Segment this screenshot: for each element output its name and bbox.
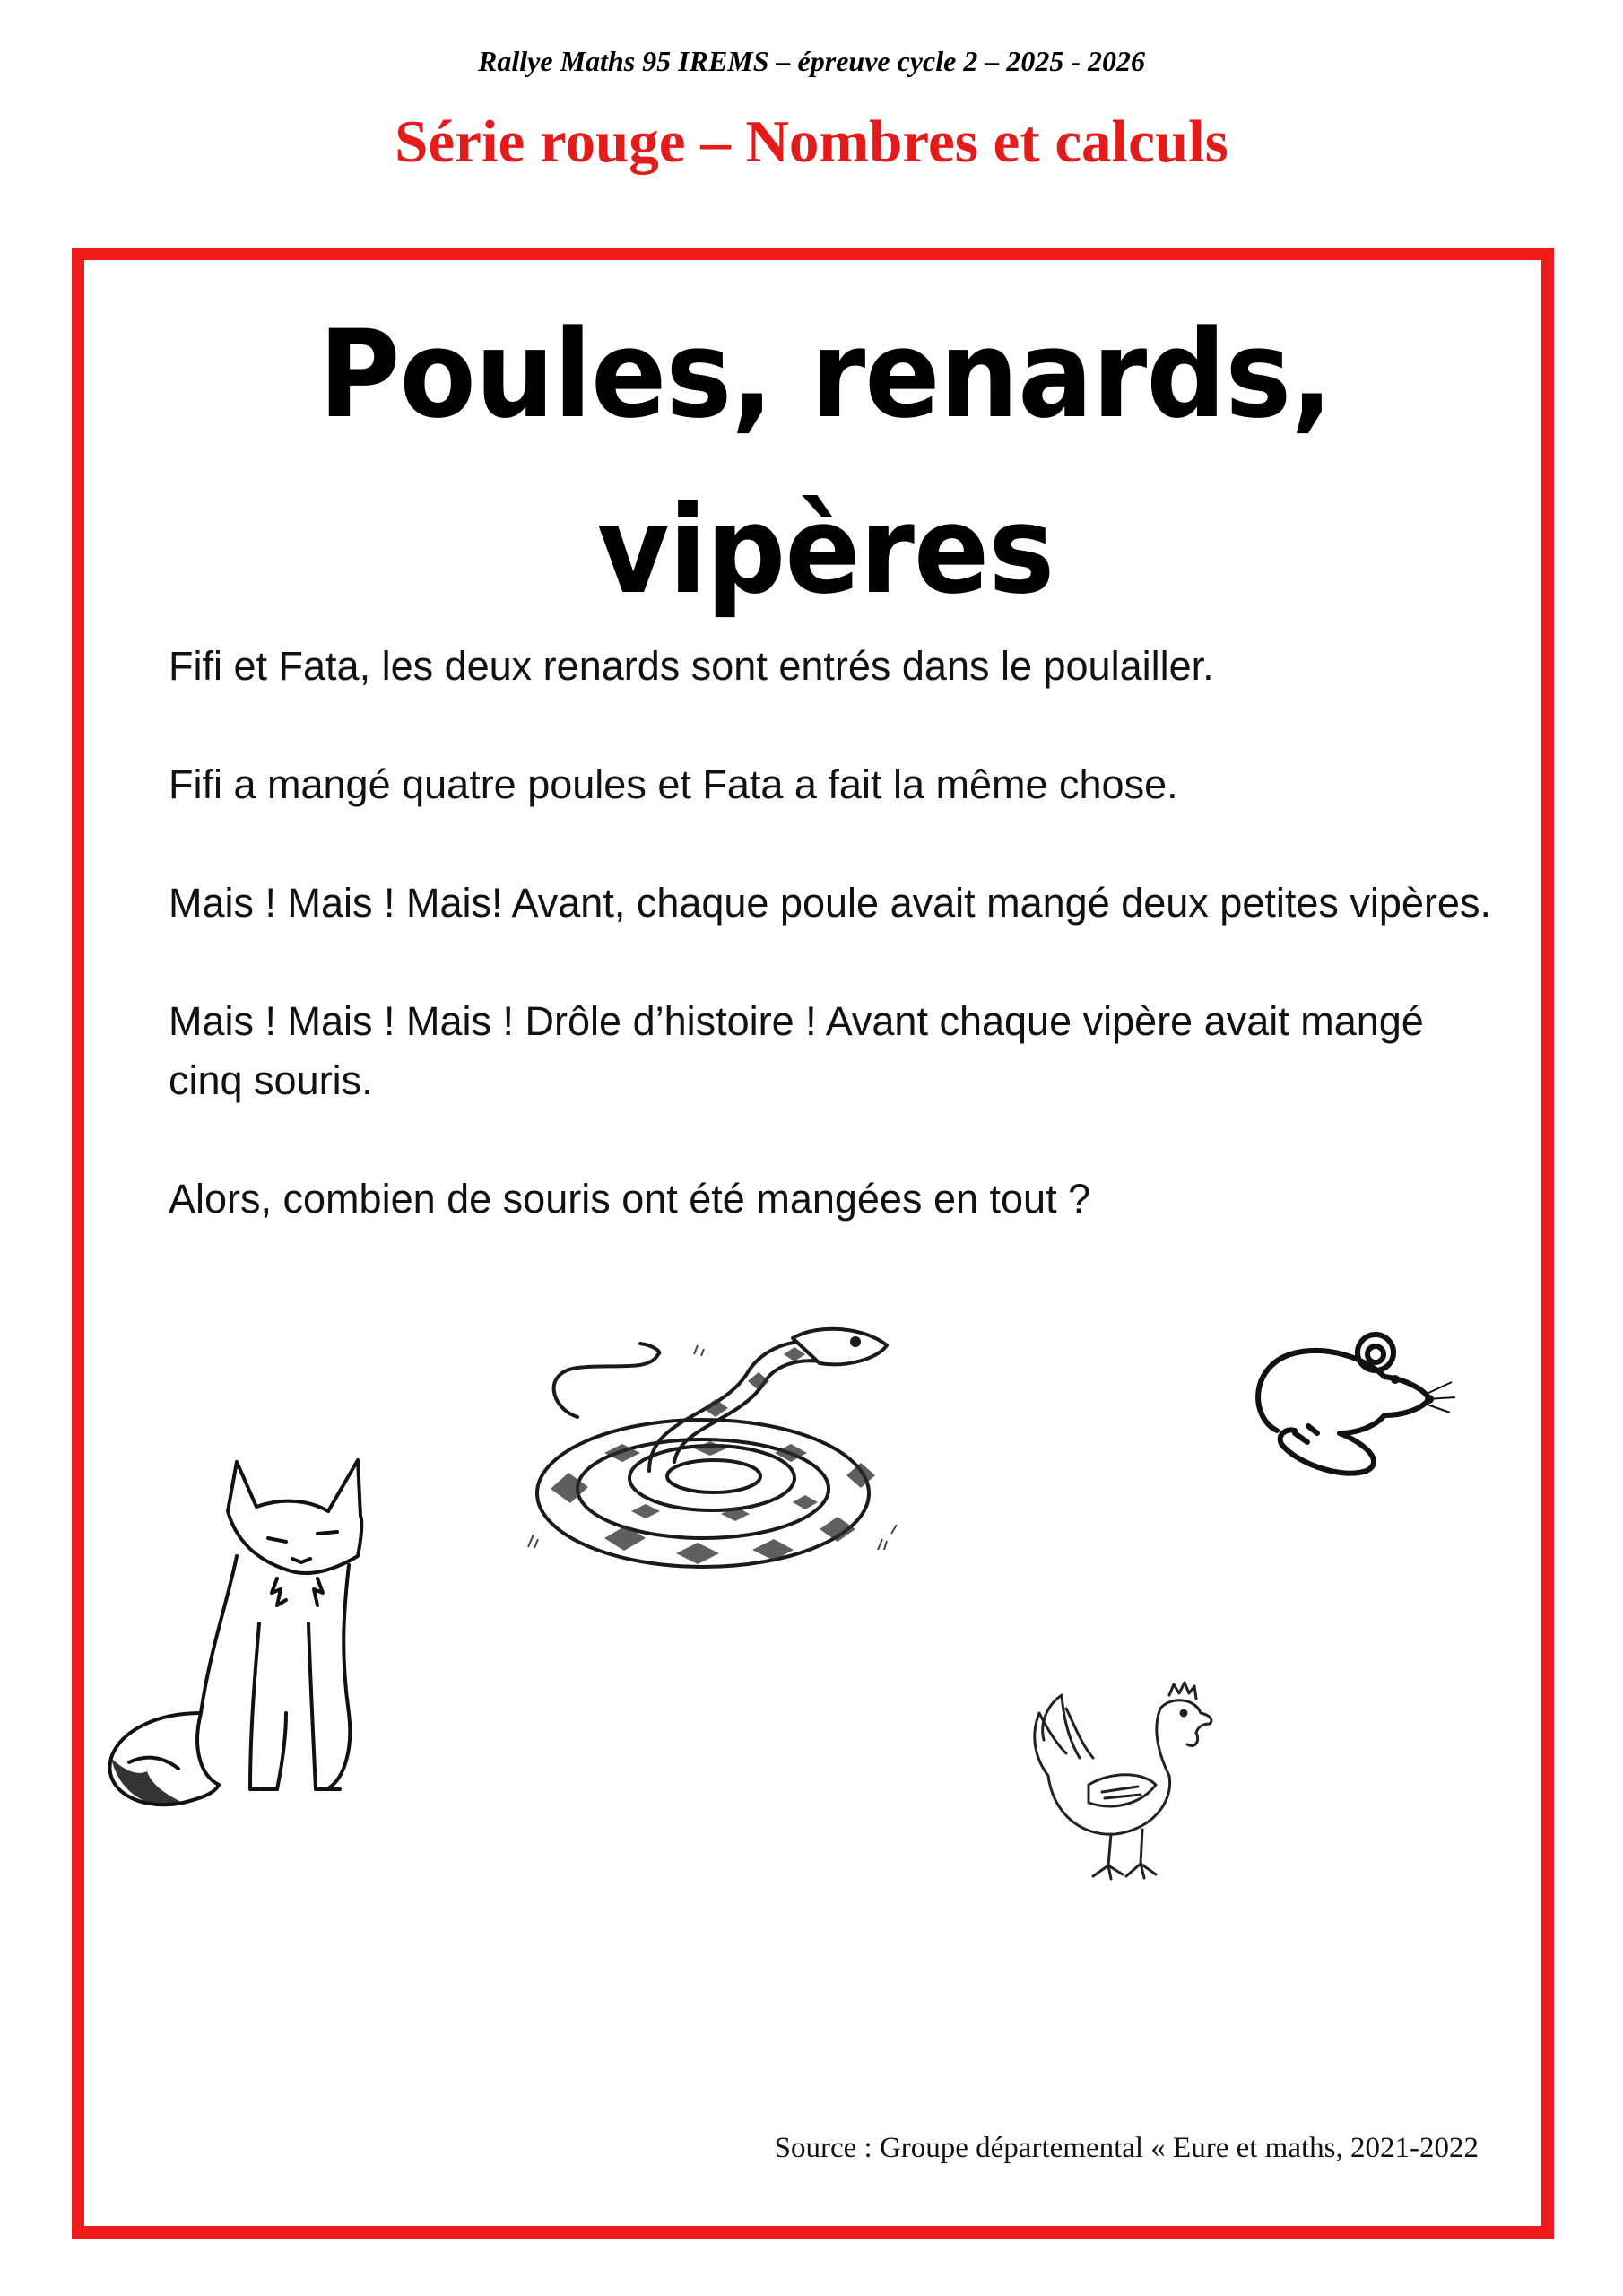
fox-illustration (102, 1444, 371, 1821)
source-credit: Source : Groupe départemental « Eure et maths, 2021-2022 (774, 2132, 1479, 2164)
paragraph-4: Mais ! Mais ! Mais ! Drôle d’histoire ! Avant chaque vipère avait mangé cinq souris. (169, 998, 1424, 1103)
problem-statement (169, 637, 1496, 1288)
contest-header: Rallye Maths 95 IREMS – épreuve cycle 2 – 2025 - 2026 (478, 45, 1145, 77)
problem-title (143, 287, 1507, 639)
problem-title-line-1: Poules, renards, (318, 304, 1332, 445)
problem-frame (72, 248, 1554, 2239)
snake-illustration (524, 1318, 918, 1578)
paragraph-5: Alors, combien de souris ont été mangées en tout ? (169, 1176, 1091, 1222)
paragraph-3: Mais ! Mais ! Mais! Avant, chaque poule avait mangé deux petites vipères. (169, 880, 1491, 926)
paragraph-1: Fifi et Fata, les deux renards sont entrés dans le poulailler. (169, 643, 1214, 689)
paragraph-2: Fifi a mangé quatre poules et Fata a fait la même chose. (169, 761, 1178, 807)
problem-title-line-2: vipères (596, 480, 1055, 621)
mouse-illustration (1241, 1327, 1456, 1480)
hen-illustration (1026, 1677, 1223, 1892)
series-title: Série rouge – Nombres et calculs (395, 109, 1228, 175)
